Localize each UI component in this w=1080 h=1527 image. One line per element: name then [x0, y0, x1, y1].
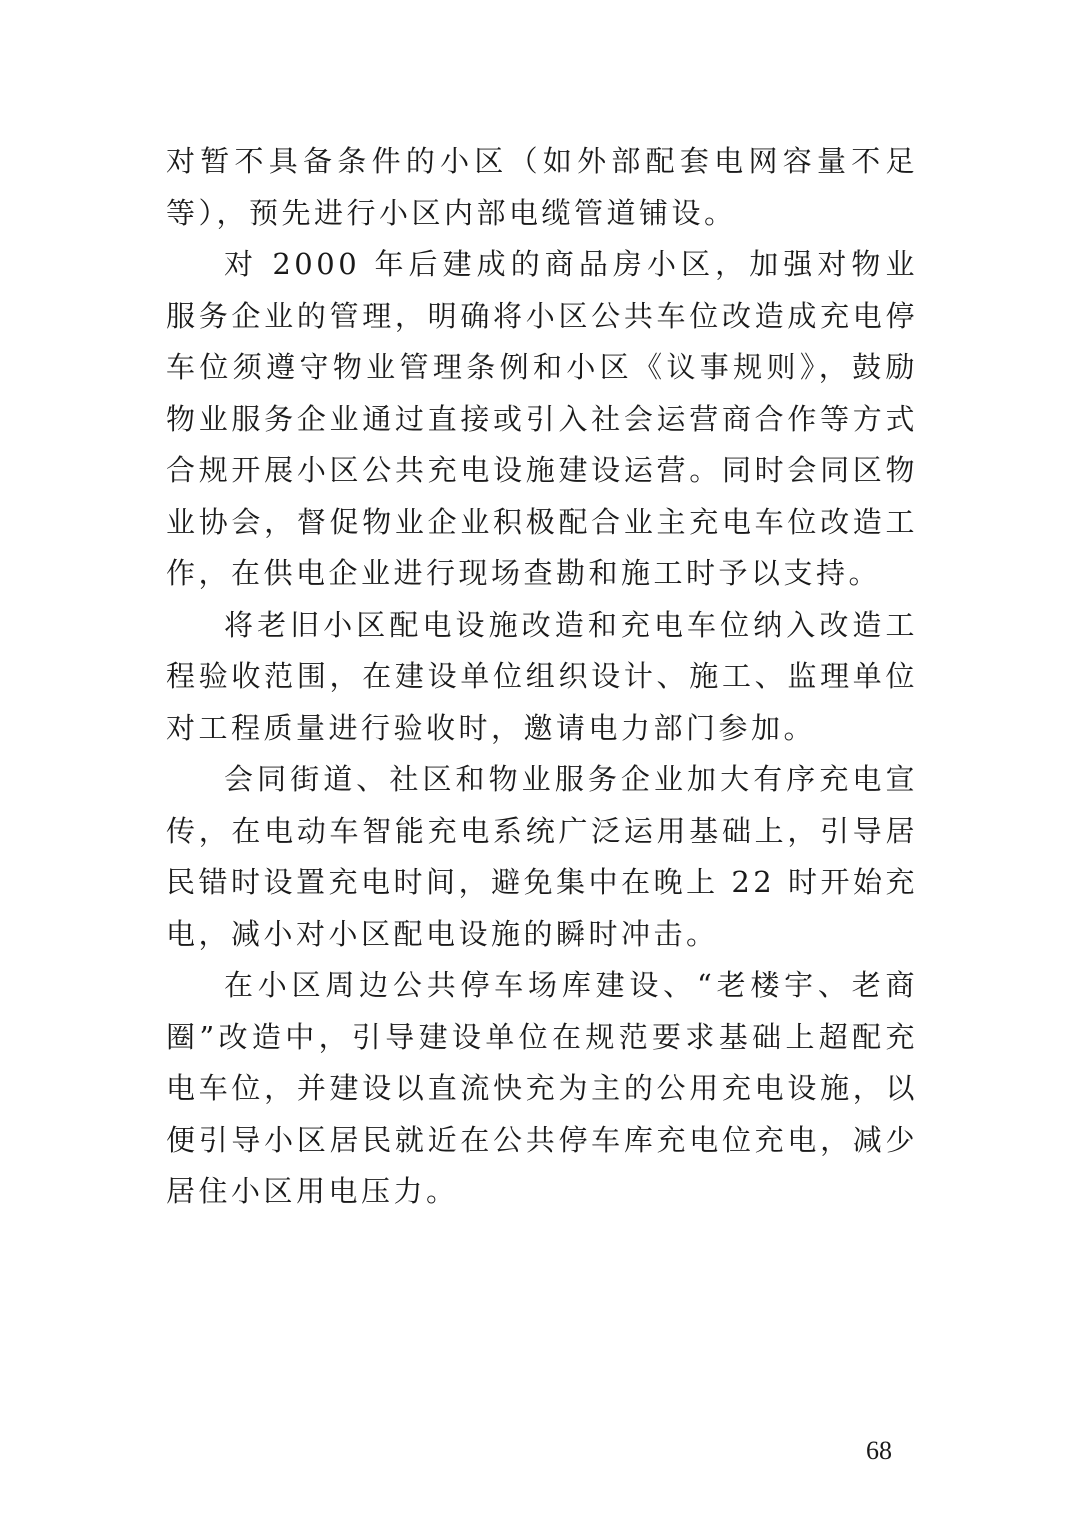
page-number: 68 [866, 1436, 892, 1465]
paragraph-1: 对暂不具备条件的小区（如外部配套电网容量不足等），预先进行小区内部电缆管道铺设。 [166, 144, 918, 230]
paragraph-5: 在小区周边公共停车场库建设、“老楼宇、老商圈”改造中，引导建设单位在规范要求基础上超配充电车位，并建设以直流快充为主的公用充电设施，以便引导小区居民就近在公共停车库充电位充电，减少居住小区用电压力。 [166, 968, 918, 1208]
paragraph-3: 将老旧小区配电设施改造和充电车位纳入改造工程验收范围，在建设单位组织设计、施工、监理单位对工程质量进行验收时，邀请电力部门参加。 [166, 607, 918, 745]
paragraph-4: 会同街道、社区和物业服务企业加大有序充电宣传，在电动车智能充电系统广泛运用基础上，引导居民错时设置充电时间，避免集中在晚上 22 时开始充电，减小对小区配电设施的瞬时冲击。 [166, 762, 918, 951]
paragraph-2: 对 2000 年后建成的商品房小区，加强对物业服务企业的管理，明确将小区公共车位改造成充电停车位须遵守物业管理条例和小区《议事规则》，鼓励物业服务企业通过直接或引入社会运营商合作等方式合规开展小区公共充电设施建设运营。同时会同区物业协会，督促物业企业积极配合业主充电车位改造工作，在供电企业进行现场查勘和施工时予以支持。 [166, 247, 918, 590]
document-body [166, 136, 918, 1218]
